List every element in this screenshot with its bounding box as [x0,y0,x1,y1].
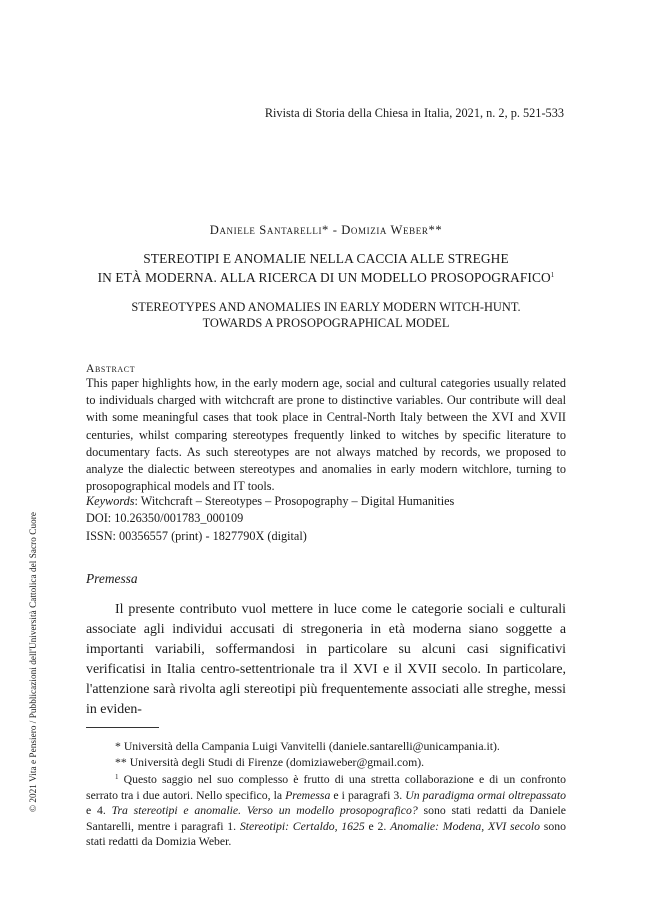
footnotes [86,739,566,850]
title-english-line-1: STEREOTYPES AND ANOMALIES IN EARLY MODERN WITCH-HUNT. [131,300,521,314]
footnote-1-italic-section-2: Anomalie: Modena, XVI secolo [390,819,541,833]
title-english-line-2: TOWARDS A PROSOPOGRAPHICAL MODEL [202,316,450,330]
abstract-text: This paper highlights how, in the early modern age, social and cultural categories usually related to individuals charged with witchcraft are prone to distinctive variables. Our contribute will deal with some meaningful cases that took place in Central-North Italy between the XVI and XVII centuries, whilst comparing stereotypes frequently linked to witches by specific literature to documentary facts. As such stereotypes are not always matched by records, we proposed to analyze the dialectic between stereotypes and anomalies in early modern witchlore, turning to prosopographical models and IT tools. [86,376,566,494]
title-italian-line-2-text: IN ETÀ MODERNA. ALLA RICERCA DI UN MODELLO PROSOPOGRAFICO [97,270,551,285]
footnote-1-text: e 4. [86,804,112,817]
title-italian-line-2 [86,267,566,286]
footnote-1-italic-section-3: Un paradigma ormai oltrepassato [405,788,566,802]
footnote-separator [86,727,159,728]
section-heading: Premessa [86,571,138,586]
article-title-english [86,299,566,331]
footnote-1-italic-premessa: Premessa [285,788,331,802]
footnote-1 [86,770,566,850]
footnote-author-1: * Università della Campania Luigi Vanvitelli (daniele.santarelli@unicampania.it). [115,740,500,753]
keywords-label: Keywords [86,494,135,508]
keywords-line [86,493,566,510]
body-paragraph: Il presente contributo vuol mettere in luce come le categorie sociali e culturali associate agli individui accusati di stregoneria in età moderna siano soggette a importanti variabili, soffermandosi in particolare su alcuni casi significativi verificatisi in Italia centro-settentrionale tra il XVI e il XVII secolo. In particolare, l'attenzione sarà rivolta agli stereotipi più frequentemente associati alle streghe, messi in eviden- [86,602,566,718]
article-title-italian [86,250,566,286]
footnote-1-italic-section-1: Stereotipi: Certaldo, 1625 [239,819,365,833]
article-metadata [86,493,566,545]
footnote-author-2: ** Università degli Studi di Firenze (domiziaweber@gmail.com). [115,755,425,769]
footnote-1-text: sono stati redatti da Domizia Weber. [86,819,567,848]
footnote-1-italic-section-4: Tra stereotipi e anomalie. Verso un modello prosopografico? [111,804,418,817]
keywords-list: : Witchcraft – Stereotypes – Prosopography – Digital Humanities [134,494,455,508]
title-footnote-marker: 1 [550,271,555,279]
copyright-sidebar: © 2021 Vita e Pensiero / Pubblicazioni dell'Università Cattolica del Sacro Cuore [28,512,38,812]
title-italian-line-1: STEREOTIPI E ANOMALIE NELLA CACCIA ALLE STREGHE [143,251,509,266]
footnote-1-text: Questo saggio nel suo complesso è frutto di una stretta collaborazione e di un confronto serrato tra i due autori. Nello specifico, la [86,773,566,802]
doi-line: DOI: 10.26350/001783_000109 [86,511,244,526]
authors-line: Daniele Santarelli* - Domizia Weber** [209,223,443,237]
footnote-1-marker: 1 [115,773,119,781]
footnote-1-text: sono stati redatti da Daniele Santarelli, mentre i paragrafi 1. [86,804,567,833]
footnote-1-text: e 2. [364,819,391,833]
issn-line: ISSN: 00356557 (print) - 1827790X (digital) [86,528,307,543]
abstract-heading: Abstract [86,362,136,375]
footnote-1-text: e i paragrafi 3. [330,788,406,802]
journal-reference: Rivista di Storia della Chiesa in Italia, 2021, n. 2, p. 521-533 [264,106,564,120]
